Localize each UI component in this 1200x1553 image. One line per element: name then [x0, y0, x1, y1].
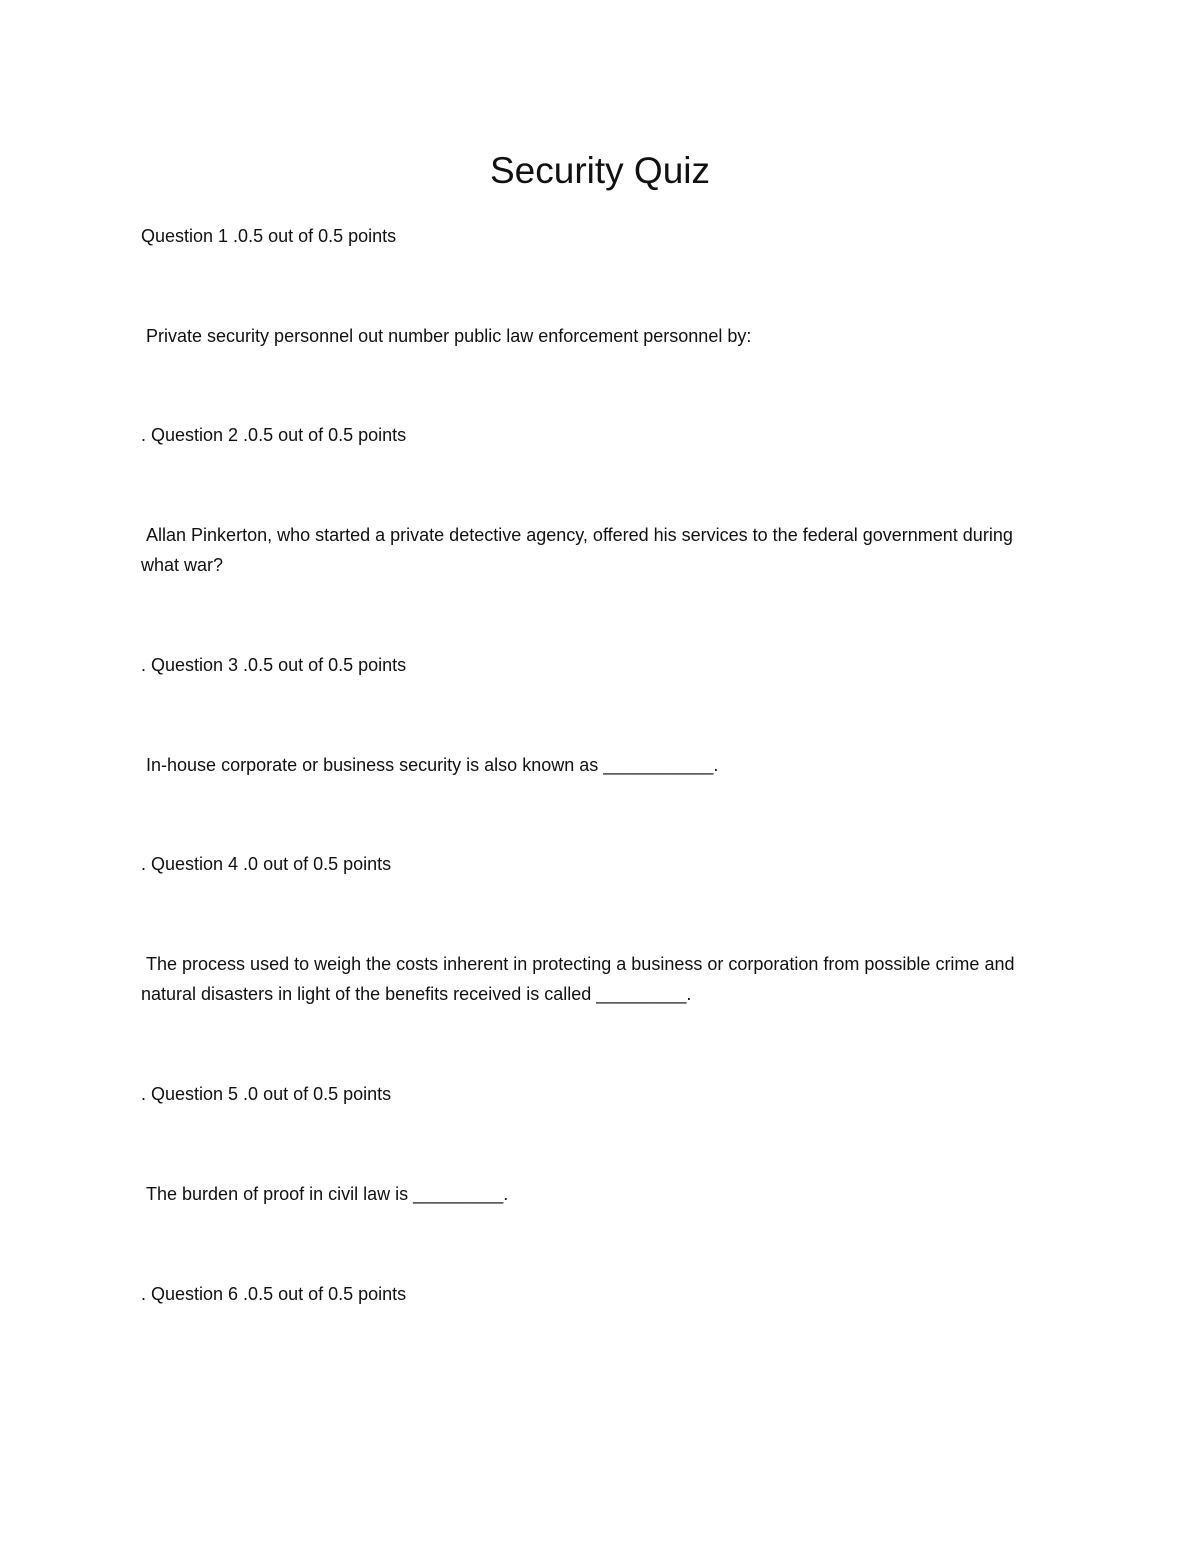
question-2-text: Allan Pinkerton, who started a private detective agency, offered his services to the federal government during what war? [141, 525, 1018, 575]
question-3-text: In-house corporate or business security is also known as ___________. [141, 755, 719, 775]
question-6-header: . Question 6 .0.5 out of 0.5 points [141, 1284, 407, 1304]
question-3-header: . Question 3 .0.5 out of 0.5 points [141, 655, 407, 675]
question-2-header: . Question 2 .0.5 out of 0.5 points [141, 425, 407, 445]
question-1-text: Private security personnel out number public law enforcement personnel by: [141, 326, 752, 346]
question-1-header: Question 1 .0.5 out of 0.5 points [141, 226, 397, 246]
question-4-text: The process used to weigh the costs inherent in protecting a business or corporation from possible crime and natural disasters in light of the benefits received is called _________. [141, 954, 1020, 1004]
question-4-header: . Question 4 .0 out of 0.5 points [141, 854, 392, 874]
question-5-header: . Question 5 .0 out of 0.5 points [141, 1084, 392, 1104]
page-title: Security Quiz [489, 150, 710, 191]
question-5-text: The burden of proof in civil law is _________. [141, 1184, 509, 1204]
